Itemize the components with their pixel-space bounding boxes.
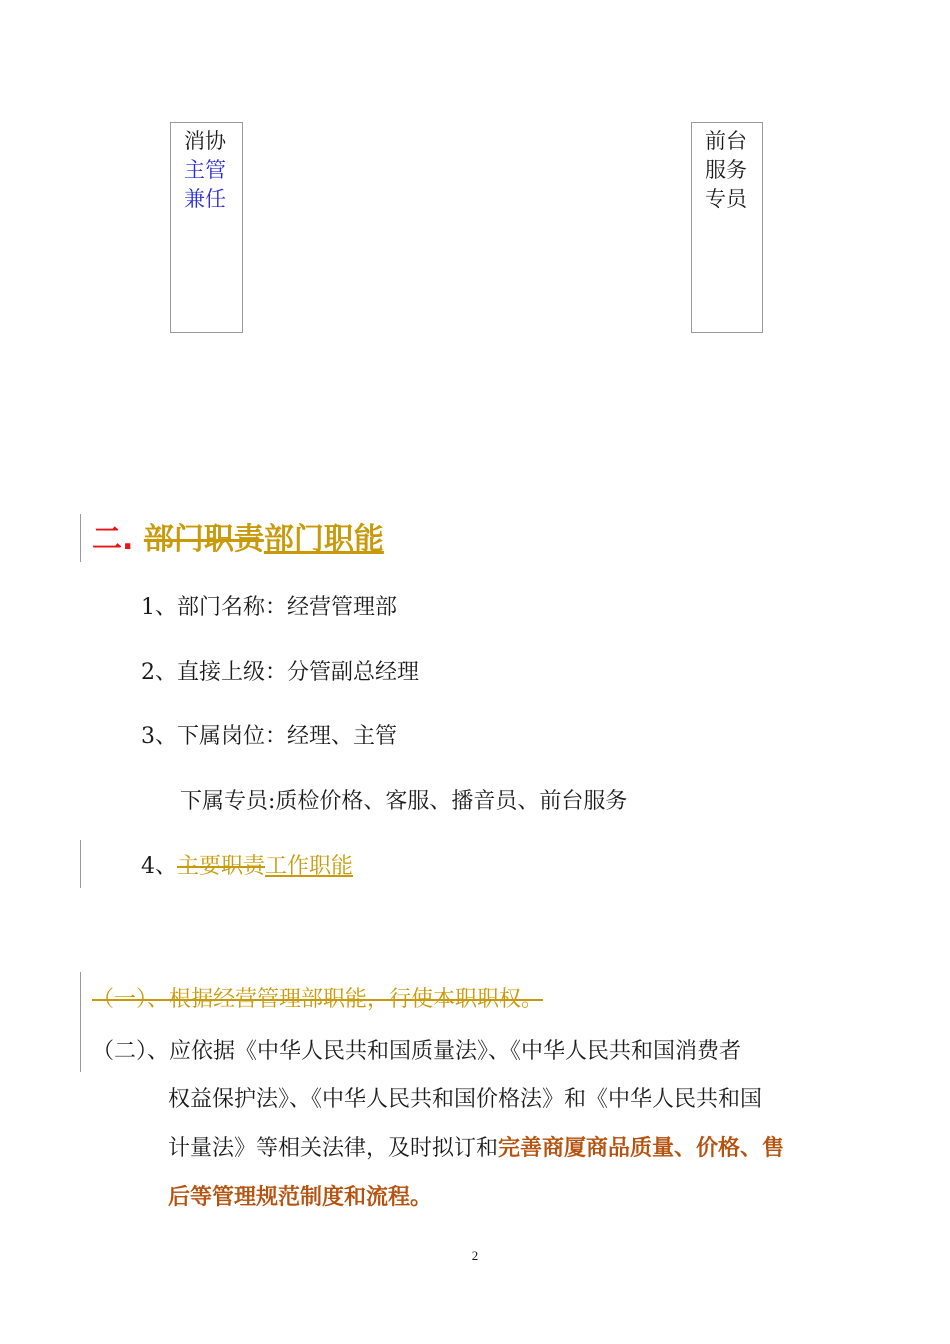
paragraph-line: 权益保护法》、《中华人民共和国价格法》和《中华人民共和国 <box>168 1087 763 1112</box>
paragraph-text: 计量法》等相关法律，及时拟订和 <box>168 1136 499 1161</box>
paragraph-line: （二）、应依据《中华人民共和国质量法》、《中华人民共和国消费者 <box>92 1039 742 1064</box>
section-heading <box>92 518 384 562</box>
item-subordinate-positions: 3、下属岗位：经理、主管 <box>141 724 397 749</box>
org-box-text: 专员 <box>705 187 747 211</box>
section-title-inserted: 部门职能 <box>263 522 384 557</box>
revision-change-bar <box>80 514 81 562</box>
org-box-text-inserted: 兼任 <box>184 187 226 211</box>
paragraph-emphasis: 后等管理规范制度和流程。 <box>168 1185 433 1210</box>
org-box-text-inserted: 主管 <box>184 158 226 182</box>
org-box-consumer-association-supervisor <box>170 122 243 333</box>
section-title-deleted: 部门职责 <box>143 522 264 557</box>
paragraph-emphasis: 完善商厦商品质量、价格、售 <box>498 1136 785 1161</box>
paragraph-line <box>168 1133 784 1165</box>
item-department-name: 1、部门名称：经营管理部 <box>141 595 397 620</box>
org-box-text: 前台 <box>705 129 747 153</box>
org-box-text: 消协 <box>184 129 226 153</box>
item-number: 4、 <box>141 854 177 879</box>
page-number: 2 <box>471 1248 479 1263</box>
item-main-duties <box>141 851 353 883</box>
revision-change-bar <box>80 972 81 1072</box>
section-number: 二. <box>92 522 134 557</box>
org-box-front-desk-specialist <box>691 122 763 333</box>
revision-change-bar <box>80 840 81 888</box>
item-subordinate-specialists: 下属专员:质检价格、客服、播音员、前台服务 <box>180 789 628 814</box>
item-deleted-text: 主要职责 <box>177 854 266 879</box>
paragraph-deleted: （一）、根据经营管理部职能，行使本职职权。 <box>92 987 544 1012</box>
item-inserted-text: 工作职能 <box>265 854 354 879</box>
org-box-text: 服务 <box>705 158 747 182</box>
item-direct-superior: 2、直接上级：分管副总经理 <box>141 660 419 685</box>
